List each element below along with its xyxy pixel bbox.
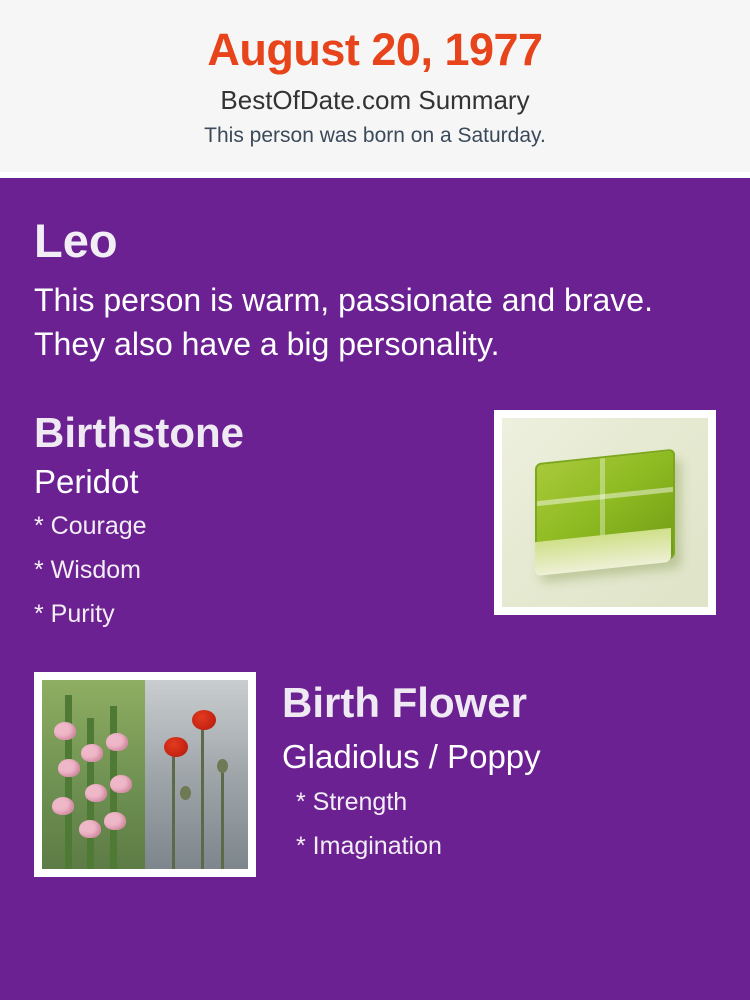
birthstone-text [34,406,464,636]
peridot-gemstone-photo [502,418,708,607]
gladiolus-bloom-icon [58,759,80,777]
birthstone-image [494,410,716,615]
gladiolus-bloom-icon [110,775,132,793]
poppy-bud-icon [217,759,228,773]
birthstone-section [34,406,716,636]
poppy-bud-icon [180,786,191,800]
gladiolus-poppy-photo [42,680,248,869]
zodiac-sign-name: Leo [34,214,118,267]
content [0,178,750,892]
poppy-photo [145,680,248,869]
birth-flower-trait: * Imagination [296,832,442,860]
poppy-stem-icon [201,722,204,869]
birth-flower-section [34,672,716,892]
gladiolus-bloom-icon [85,784,107,802]
gladiolus-photo [42,680,145,869]
birthstone-trait: * Purity [34,600,115,628]
poppy-stem-icon [172,752,175,869]
gladiolus-bloom-icon [106,733,128,751]
poppy-stem-icon [221,771,224,869]
birth-flower-name: Gladiolus / Poppy [282,738,541,775]
gladiolus-bloom-icon [52,797,74,815]
birthstone-name: Peridot [34,463,139,500]
birth-flower-trait: * Strength [296,788,408,816]
birth-flower-image [34,672,256,877]
birth-flower-text [282,672,716,868]
poppy-bloom-icon [192,710,216,730]
born-day-note: This person was born on a Saturday. [204,124,546,147]
page-title: August 20, 1977 [207,24,543,75]
gladiolus-bloom-icon [104,812,126,830]
birthstone-trait: * Courage [34,512,147,540]
birthstone-title: Birthstone [34,409,244,456]
poppy-bloom-icon [164,737,188,757]
gladiolus-bloom-icon [54,722,76,740]
gladiolus-bloom-icon [79,820,101,838]
birth-flower-title: Birth Flower [282,679,528,726]
zodiac-description: This person is warm, passionate and brave. They also have a big personality. [34,282,653,362]
header [0,0,750,178]
birthstone-trait: * Wisdom [34,556,141,584]
gladiolus-bloom-icon [81,744,103,762]
site-summary-label: BestOfDate.com Summary [220,85,530,115]
